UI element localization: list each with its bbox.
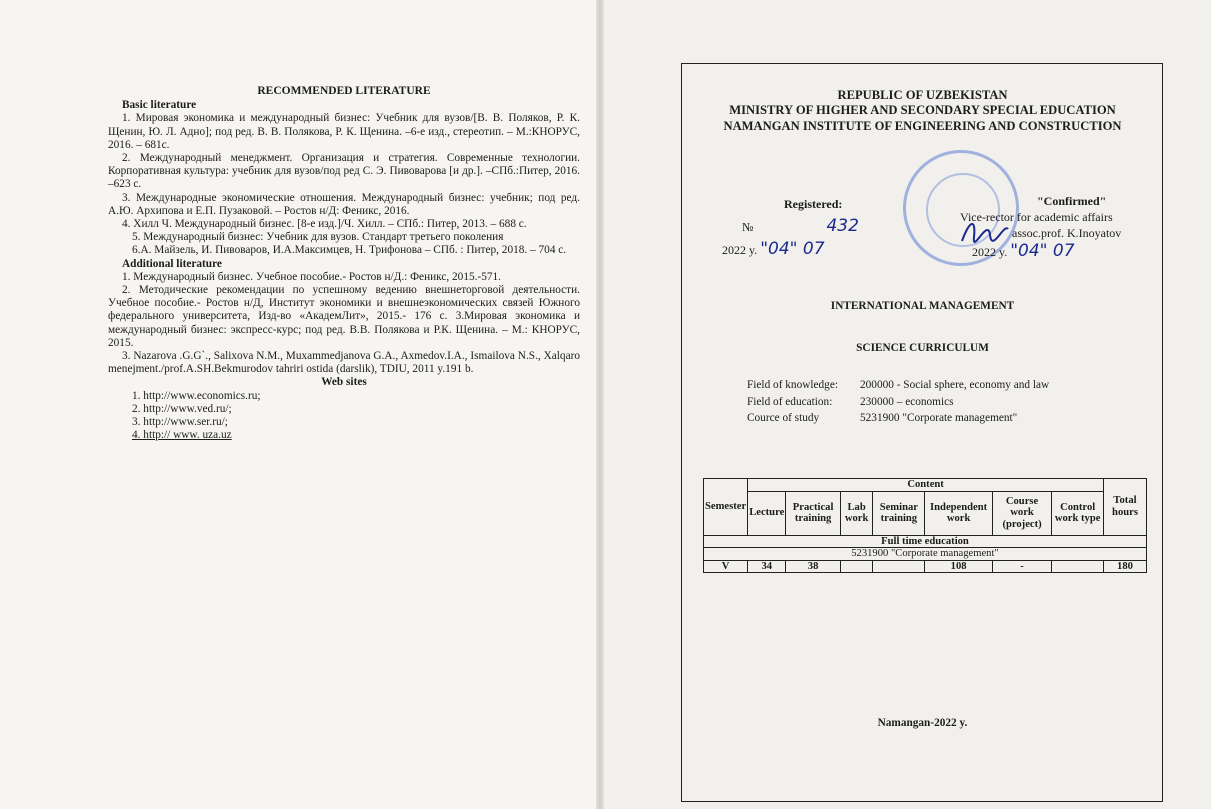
subject-title: INTERNATIONAL MANAGEMENT [830, 300, 1015, 312]
cell-course-work: - [992, 560, 1051, 573]
additional-literature-heading: Additional literature [122, 257, 222, 270]
section-row: Full time education [704, 535, 1147, 548]
column-header: Seminar training [873, 491, 925, 535]
field-key: Cource of study [747, 412, 820, 424]
book-gutter [596, 0, 604, 809]
web-link[interactable]: 4. http:// www. uza.uz [132, 429, 232, 442]
web-sites-heading: Web sites [321, 376, 367, 389]
additional-item: 2. Методические рекомендации по успешному ведению внешнеторговой деятельности. Учебное пособие.- Ростов н/Д, Институт экономики и внешнеэкономических связей Южного федерального университета, Изд-во «АкадемЛит», 2015.- 176 с. 3.Мировая экономика и международный бизнес: экспресс-курс; под ред. В.В. Полякова и Р.К. Щенина. – М.: КНОРУС, 2015. [108, 284, 580, 349]
basic-item: 6.А. Майзель, И. Пивоваров, И.А.Максимцев, Н. Трифонова – СПб. : Питер, 2018. – 704 с. [132, 244, 567, 257]
basic-item: 4. Хилл Ч. Международный бизнес. [8-е изд.]/Ч. Хилл. – СПб.: Питер, 2013. – 688 с. [122, 218, 527, 231]
confirmed-label: "Confirmed" [1037, 194, 1107, 208]
web-link[interactable]: 3. http://www.ser.ru/; [132, 416, 228, 429]
place-year-footer: Namangan-2022 y. [877, 717, 968, 729]
column-header: Lecture [748, 491, 786, 535]
web-link[interactable]: 1. http://www.economics.ru; [132, 389, 261, 402]
confirmer-name: assoc.prof. K.Inoyatov [1012, 226, 1122, 240]
document-type: SCIENCE CURRICULUM [856, 342, 989, 354]
field-value: 230000 – economics [860, 395, 954, 408]
web-sites-list [108, 390, 580, 443]
cell-total: 180 [1104, 560, 1147, 573]
web-link[interactable]: 2. http://www.ved.ru/; [132, 402, 232, 415]
field-row [747, 394, 1049, 411]
confirmation-year: 2022 y. [972, 245, 1008, 259]
header-line: REPUBLIC OF UZBEKISTAN [837, 88, 1008, 102]
column-header: Course work (project) [992, 491, 1051, 535]
confirmation-date-line [960, 243, 1160, 260]
registration-number-line [742, 215, 922, 238]
basic-item: 5. Международный бизнес: Учебник для вузов. Стандарт третьего поколения [132, 231, 504, 244]
column-header: Control work type [1052, 491, 1104, 535]
registration-number: 432 [826, 216, 859, 236]
column-header: Practical training [786, 491, 841, 535]
additional-item: 1. Международный бизнес. Учебное пособие.- Ростов н/Д.: Феникс, 2015.-571. [122, 270, 501, 283]
registration-date: "04" 07 [760, 239, 825, 259]
basic-literature-heading: Basic literature [122, 99, 197, 112]
cell-seminar [873, 560, 925, 573]
field-row [747, 377, 1049, 394]
registration-year: 2022 y. [722, 243, 758, 257]
registration-date-line [722, 238, 922, 261]
hours-table [703, 478, 1147, 573]
cell-lab [840, 560, 872, 573]
basic-item: 3. Международные экономические отношения. Международный бизнес: учебник; под ред. А.Ю. Архипова и Е.П. Пузаковой. – Ростов н/Д: Феникс, 2016. [108, 191, 580, 217]
cell-semester: V [704, 560, 748, 573]
field-key: Field of education: [747, 395, 833, 408]
registration-block [722, 193, 922, 261]
literature-section [108, 85, 580, 442]
basic-item: 1. Мировая экономика и международный бизнес: Учебник для вузов/[В. В. Поляков, Р. К. Щенин, Ю. Л. Адно]; под ред. В. В. Полякова, Р. К. Щенина. –6-е изд., стереотип. – М.:КНОРУС, 2016. – 681с. [108, 112, 580, 151]
field-key: Field of knowledge: [747, 379, 838, 391]
number-prefix: № [742, 220, 754, 234]
content-header: Content [748, 479, 1104, 492]
semester-header: Semester [704, 479, 748, 536]
cell-independent: 108 [925, 560, 992, 573]
cell-lecture: 34 [748, 560, 786, 573]
header-line: NAMANGAN INSTITUTE OF ENGINEERING AND CONSTRUCTION [723, 118, 1122, 133]
basic-item: 2. Международный менеджмент. Организация и стратегия. Современные технологии. Корпоративная культура: учебник для вузов/под ред С. Э. Пивоварова [и др.]. –СПб.:Питер, 2016. –623 с. [108, 152, 580, 191]
curriculum-fields [747, 377, 1049, 427]
column-header: Independent work [925, 491, 992, 535]
confirmation-date: "04" 07 [1010, 241, 1075, 261]
confirmer-role: Vice-rector for academic affairs [960, 210, 1113, 224]
literature-title: RECOMMENDED LITERATURE [257, 85, 431, 97]
cell-control [1052, 560, 1104, 573]
table-row [704, 560, 1147, 573]
total-hours-header: Total hours [1104, 479, 1147, 536]
course-row: 5231900 "Corporate management" [704, 548, 1147, 561]
institution-header [681, 88, 1164, 134]
field-row [747, 410, 1049, 427]
column-header: Lab work [840, 491, 872, 535]
header-line: MINISTRY OF HIGHER AND SECONDARY SPECIAL EDUCATION [729, 103, 1116, 118]
field-value: 5231900 "Corporate management" [860, 412, 1018, 424]
confirmation-block [960, 193, 1160, 260]
cell-practical: 38 [786, 560, 841, 573]
registered-label: Registered: [784, 197, 843, 211]
additional-item: 3. Nazarova .G.G`., Salixova N.M., Muxammedjanova G.A., Axmedov.I.A., Ismailova N.S., Xalqaro menejment./prof.A.SH.Bekmurodov tahriri ostida (darslik), TDIU, 2011 y.191 b. [108, 350, 580, 376]
field-value: 200000 - Social sphere, economy and law [860, 379, 1050, 391]
